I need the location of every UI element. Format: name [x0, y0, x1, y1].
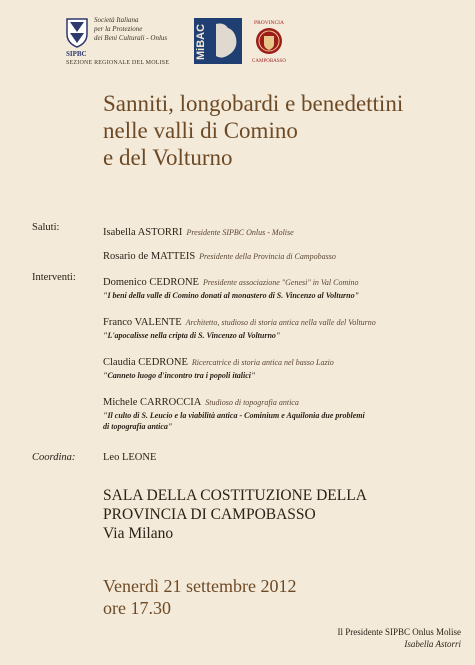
speaker-role: Studioso di topografia antica [205, 398, 299, 407]
sipbc-abbreviation: SIPBC [66, 50, 87, 58]
venue-line-3: Via Milano [103, 525, 174, 542]
speaker-role: Presidente associazione "Genesi" in Val Comino [202, 278, 359, 287]
title-line-1: Sanniti, longobardi e benedettini [103, 91, 404, 116]
event-title [103, 90, 463, 171]
speaker-name: Franco VALENTE [103, 317, 182, 328]
venue-line-1: SALA DELLA COSTITUZIONE DELLA [103, 487, 367, 504]
speaker-name: Rosario de MATTEIS [103, 251, 196, 262]
venue-line-2: PROVINCIA DI CAMPOBASSO [103, 506, 316, 523]
title-line-3: e del Volturno [103, 145, 233, 170]
sipbc-line-1: Società Italiana [94, 16, 139, 24]
talk-title: "L'apocalisse nella cripta di S. Vincenzo al Volturno" [103, 331, 281, 340]
interventi-speaker-1 [103, 272, 359, 301]
talk-title: "Canneto luogo d'incontro tra i popoli italici" [103, 371, 256, 380]
interventi-speaker-4 [103, 392, 365, 432]
speaker-name: Domenico CEDRONE [103, 277, 199, 288]
date-line: Venerdì 21 settembre 2012 [103, 576, 297, 596]
mibac-text: MiBAC [195, 23, 207, 60]
talk-title-line-1: "Il culto di S. Leucio e la viabilità antica - Cominium e Aquilonia due problemi [103, 411, 365, 420]
title-line-2: nelle valli di Comino [103, 118, 298, 143]
saluti-speaker-1 [103, 222, 294, 240]
province-top-text: PROVINCIA [254, 20, 284, 26]
sipbc-name [94, 16, 167, 43]
signature [337, 626, 461, 650]
speaker-role: Ricercatrice di storia antica nel basso Lazio [191, 358, 334, 367]
venue [103, 486, 367, 543]
sipbc-region: SEZIONE REGIONALE DEL MOLISE [66, 60, 170, 66]
saluti-speaker-2 [103, 246, 336, 264]
event-date [103, 575, 296, 619]
province-logo [254, 18, 284, 64]
saluti-label: Saluti: [32, 222, 60, 233]
talk-title-line-2: di topografia antica" [103, 422, 173, 431]
signature-name: Isabella Astorri [404, 639, 461, 649]
time-line: ore 17.30 [103, 598, 171, 618]
sipbc-shield-icon [66, 18, 88, 48]
sipbc-line-2: per la Protezione [94, 25, 143, 33]
speaker-role: Architetto, studioso di storia antica nella valle del Volturno [185, 318, 376, 327]
interventi-speaker-3 [103, 352, 334, 381]
coordina-label: Coordina: [32, 452, 76, 463]
province-bottom-text: CAMPOBASSO [252, 59, 286, 64]
interventi-label: Interventi: [32, 272, 76, 283]
speaker-name: Michele CARROCCIA [103, 397, 202, 408]
speaker-role: Presidente della Provincia di Campobasso [199, 252, 336, 261]
speaker-role: Presidente SIPBC Onlus - Molise [186, 228, 294, 237]
interventi-speaker-2 [103, 312, 376, 341]
mibac-logo [194, 18, 242, 64]
speaker-name: Isabella ASTORRI [103, 227, 183, 238]
speaker-name: Claudia CEDRONE [103, 357, 188, 368]
coordina-name: Leo LEONE [103, 452, 157, 463]
signature-title: Il Presidente SIPBC Onlus Molise [337, 627, 461, 637]
sipbc-line-3: dei Beni Culturali - Onlus [94, 34, 168, 42]
talk-title: "I beni della valle di Comino donati al monastero di S. Vincenzo al Volturno" [103, 291, 360, 300]
